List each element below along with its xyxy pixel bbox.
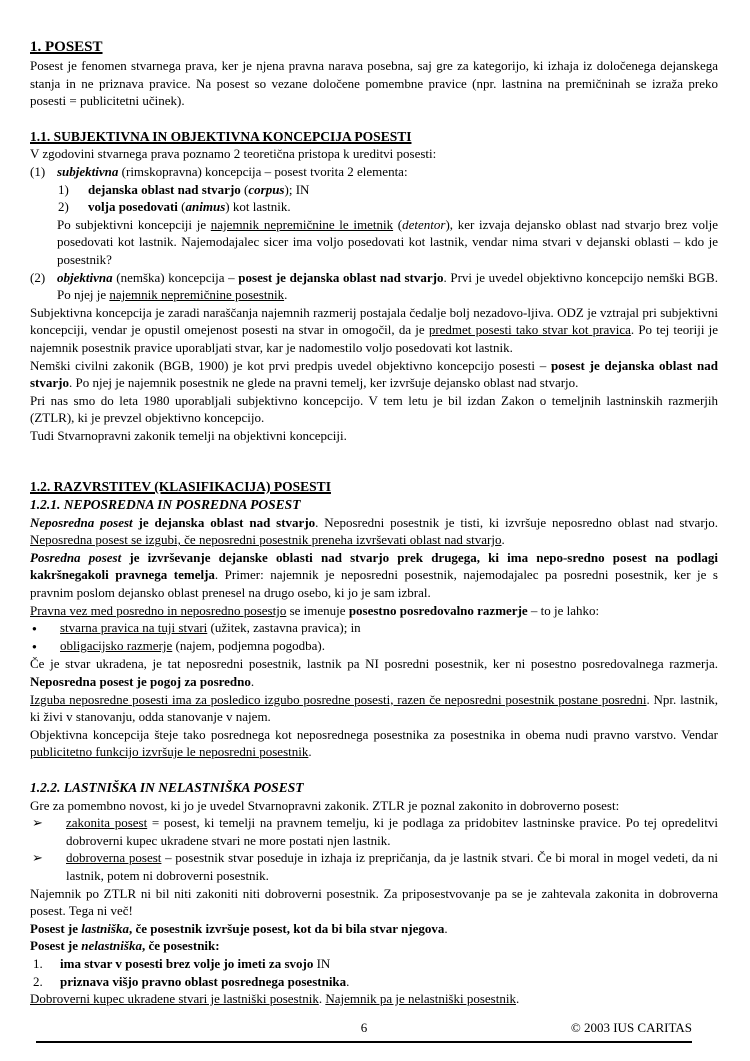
paragraph	[30, 937, 718, 955]
text-run: Po subjektivni koncepciji je	[57, 216, 211, 232]
list-marker: ➢	[32, 850, 43, 866]
paragraph	[30, 726, 718, 761]
text-run: 1.1. SUBJEKTIVNA IN OBJEKTIVNA KONCEPCIJA POSESTI	[30, 128, 412, 144]
text-run: . Primer: najemnik je neposredni posestnik, najemodajalec pa posredni posestnik, ker je s pravnim poslom dejansko oblast prenesel na drugo osebo, ki jo je sam izbral.	[30, 567, 718, 601]
text-run: Najemnik pa je nelastniški posestnik	[325, 991, 516, 1007]
text-run: ) kot lastnik.	[225, 199, 291, 215]
text-run: je dejanska oblast nad stvarjo	[132, 514, 316, 530]
list-item	[30, 198, 718, 216]
list-item	[30, 849, 718, 884]
text-run: Objektivna koncepcija šteje tako posrednega kot neposrednega posestnika za posestnika in obema nudi pravno varstvo. Vendar	[30, 726, 718, 742]
list-item	[30, 637, 718, 655]
text-run: – to je lahko:	[527, 602, 600, 618]
text-run: lastniška	[81, 920, 129, 936]
paragraph	[30, 514, 718, 549]
list-marker: 2.	[33, 973, 43, 989]
text-run: Posest je fenomen stvarnega prava, ker je njena pravna narava posebna, saj gre za kategorijo, ki izhaja iz določenega dejanskega stanja in ne priznava pravice. Na posest so vezane določene pomembne pravice (npr. lastnina na premičninah se izraža preko posesti = publicitetni učinek).	[30, 58, 718, 109]
text-run: Subjektivna koncepcija je zaradi naraščanja najemnih razmerij postajala čedalje bolj nezadovo-ljiva. ODZ je vztrajal pri subjektivni koncepciji, vendar je opustil omejenost posesti na stvar in omogočil, da je	[30, 304, 718, 338]
text-run: corpus	[248, 181, 285, 197]
text-run: Posredna posest	[30, 549, 122, 565]
list-marker: 2)	[58, 199, 69, 215]
list-item	[30, 181, 718, 199]
spacer	[30, 110, 718, 128]
text-run: Če je stvar ukradena, je tat neposredni posestnik, lastnik pa NI posredni posestnik, ker ni posestno posredovalnega razmerja.	[30, 656, 718, 672]
list-item	[30, 619, 718, 637]
text-run: (užitek, zastavna pravica); in	[207, 620, 361, 636]
text-run: (	[177, 199, 186, 215]
text-run: Neposredna posest	[30, 514, 133, 530]
heading-1-1	[30, 128, 718, 146]
paragraph	[30, 427, 718, 445]
paragraph	[30, 885, 718, 920]
text-run: Nemški civilni zakonik (BGB, 1900) je kot prvi predpis uvedel objektivno koncepcijo posesti –	[30, 357, 551, 373]
text-run: IN	[313, 955, 331, 971]
text-run: .	[444, 920, 448, 936]
text-run: Neposredna posest je pogoj za posredno	[30, 674, 251, 689]
text-run: 1. POSEST	[30, 39, 103, 55]
text-run: stvarna pravica na tuji stvari	[60, 620, 208, 636]
text-run: ), ker izvaja dejansko oblast nad stvarjo brez volje posedovati kot lastnik. Najemodajalec sicer ima voljo posedovati kot lastnik, vendar nima stvari v dejanski oblasti – kdo je posestnik?	[57, 216, 718, 267]
copyright-text: © 2003 IUS CARITAS	[570, 1020, 692, 1035]
text-run: (najem, podjemna pogodba).	[172, 638, 325, 654]
text-run: (	[240, 181, 249, 197]
text-run: nelastniška	[81, 938, 142, 954]
document-body	[30, 38, 718, 1008]
text-run: Najemnik po ZTLR ni bil niti zakoniti niti dobroverni posestnik. Za priposestvovanje pa se je zahtevala zakonita in dobroverna posest. Tega ni več!	[30, 885, 718, 919]
text-run: . Po tej teoriji je najemnik posestnik pravice uporabljati stvar, kar je nadomestilo voljo posedovati kot lastnik.	[30, 322, 718, 355]
paragraph	[30, 357, 718, 392]
text-run: . Prvi je uvedel objektivno koncepcijo nemški BGB. Po njej je	[57, 269, 718, 303]
list-item	[30, 269, 718, 304]
list-marker: 1)	[58, 181, 69, 197]
text-run: Posest je	[30, 920, 82, 936]
list-marker: ➢	[32, 815, 43, 831]
text-run: (rimskopravna) koncepcija – posest tvorita 2 elementa:	[118, 163, 408, 179]
text-run: subjektivna	[57, 163, 119, 179]
text-run: V zgodovini stvarnega prava poznamo 2 teoretična pristopa k ureditvi posesti:	[30, 146, 437, 162]
text-run: .	[346, 973, 350, 989]
paragraph	[57, 216, 718, 269]
list-marker: 1.	[33, 955, 43, 971]
text-run: (	[393, 216, 403, 232]
list-marker: ●	[32, 641, 37, 651]
paragraph	[30, 145, 718, 163]
text-run: = posest, ki temelji na pravnem temelju, ki je podlaga za pridobitev lastninske pravice. Po tej opredelitvi dobroverni kupec ukradene stvari ne more postati njen lastnik.	[66, 815, 718, 848]
text-run: 1.2.1. NEPOSREDNA IN POSREDNA POSEST	[30, 497, 301, 513]
paragraph	[30, 304, 718, 357]
paragraph	[30, 990, 718, 1008]
text-run: Izguba neposredne posesti ima za posledico izgubo posredne posesti, razen če neposredni posestnik postane posredni	[30, 691, 647, 707]
text-run: .	[308, 744, 312, 760]
text-run: publicitetno funkcijo izvršuje le neposredni posestnik	[30, 744, 309, 760]
text-run: detentor	[402, 216, 446, 232]
text-run: – posestnik stvar poseduje in izhaja iz prepričanja, da je lastnik stvari. Če bi moral in mogel vedeti, da ni lastnik, potem ni dobroverni posestnik.	[66, 850, 718, 883]
text-run: dejanska oblast nad stvarjo	[88, 181, 241, 197]
text-run: se imenuje	[286, 602, 349, 618]
text-run: 1.2.2. LASTNIŠKA IN NELASTNIŠKA POSEST	[30, 779, 304, 795]
text-run: .	[250, 674, 255, 689]
text-run: ima stvar v posesti brez volje jo imeti za svojo	[60, 955, 314, 971]
list-marker: ●	[32, 623, 37, 633]
text-run: .	[318, 991, 326, 1007]
text-run: najemnik nepremičnine le imetnik	[210, 216, 394, 232]
text-run: posest je dejanska oblast nad stvarjo	[238, 269, 444, 285]
text-run: Neposredna posest se izgubi, če neposredni posestnik preneha izvrševati oblast nad stvarjo	[30, 532, 502, 548]
text-run: 1.2. RAZVRSTITEV (KLASIFIKACIJA) POSESTI	[30, 479, 331, 495]
text-run: . Npr. lastnik, ki živi v stanovanju, odda stanovanje v najem.	[30, 691, 718, 725]
list-item	[30, 163, 718, 181]
paragraph	[30, 655, 718, 690]
text-run: zakonita posest	[66, 815, 148, 831]
text-run: Pravna vez med posredno in neposredno posestjo	[30, 602, 287, 618]
paragraph	[30, 549, 718, 602]
text-run: .	[284, 287, 288, 303]
paragraph	[30, 797, 718, 815]
list-marker: (2)	[30, 269, 46, 285]
heading-1-2	[30, 478, 718, 496]
paragraph	[30, 602, 718, 620]
text-run: objektivna	[57, 269, 113, 285]
heading-1-2-2	[30, 779, 718, 797]
list-marker: (1)	[30, 163, 46, 179]
paragraph	[30, 920, 718, 938]
text-run: . Neposredni posestnik je tisti, ki izvršuje neposredno oblast nad stvarjo.	[315, 514, 719, 530]
text-run: najemnik nepremičnine posestnik	[109, 287, 285, 303]
text-run: , če posestnik izvršuje posest, kot da bi bila stvar njegova	[128, 920, 445, 936]
text-run: Tudi Stvarnopravni zakonik temelji na objektivni koncepciji.	[30, 427, 347, 443]
text-run: dobroverna posest	[66, 850, 162, 866]
text-run: animus	[185, 199, 226, 215]
text-run: ); IN	[284, 181, 310, 197]
heading-1-posest	[30, 38, 718, 57]
text-run: predmet posesti tako stvar kot pravica	[428, 322, 631, 338]
text-run: posest je dejanska oblast nad stvarjo	[30, 357, 718, 391]
heading-1-2-1	[30, 496, 718, 514]
text-run: posestno posredovalno razmerje	[348, 602, 528, 618]
text-run: .	[501, 532, 505, 548]
spacer	[30, 444, 718, 478]
text-run: je izvrševanje dejanske oblasti nad stvarjo prek drugega, ki ima nepo-sredno posest na podlagi kakršnegakoli pravnega temelja	[30, 549, 718, 583]
text-run: priznava višjo pravno oblast posrednega posestnika	[60, 973, 347, 989]
text-run: Gre za pomembno novost, ki jo je uvedel Stvarnopravni zakonik. ZTLR je poznal zakonito in dobroverno posest:	[30, 797, 620, 813]
text-run: (nemška) koncepcija –	[112, 269, 239, 285]
paragraph	[30, 392, 718, 427]
list-item	[30, 814, 718, 849]
text-run: . Po njej je najemnik posestnik ne glede na pravni temelj, ker izvršuje dejansko oblast nad stvarjo.	[69, 375, 579, 391]
list-item	[30, 973, 718, 991]
page-footer	[36, 1020, 692, 1043]
text-run: .	[515, 991, 520, 1007]
page-number: 6	[360, 1020, 368, 1035]
text-run: Pri nas smo do leta 1980 uporabljali subjektivno koncepcijo. V tem letu je bil izdan Zakon o temeljnih lastninskih razmerjih (ZTLR), ki je prevzel objektivno koncepcijo.	[30, 392, 718, 426]
paragraph	[30, 691, 718, 726]
text-run: Dobroverni kupec ukradene stvari je lastniški posestnik	[30, 991, 319, 1007]
text-run: Posest je	[30, 938, 82, 954]
text-run: obligacijsko razmerje	[60, 638, 173, 654]
text-run: volja posedovati	[88, 199, 178, 215]
text-run: , če posestnik:	[141, 938, 220, 954]
para-intro	[30, 57, 718, 110]
list-item	[30, 955, 718, 973]
spacer	[30, 761, 718, 779]
